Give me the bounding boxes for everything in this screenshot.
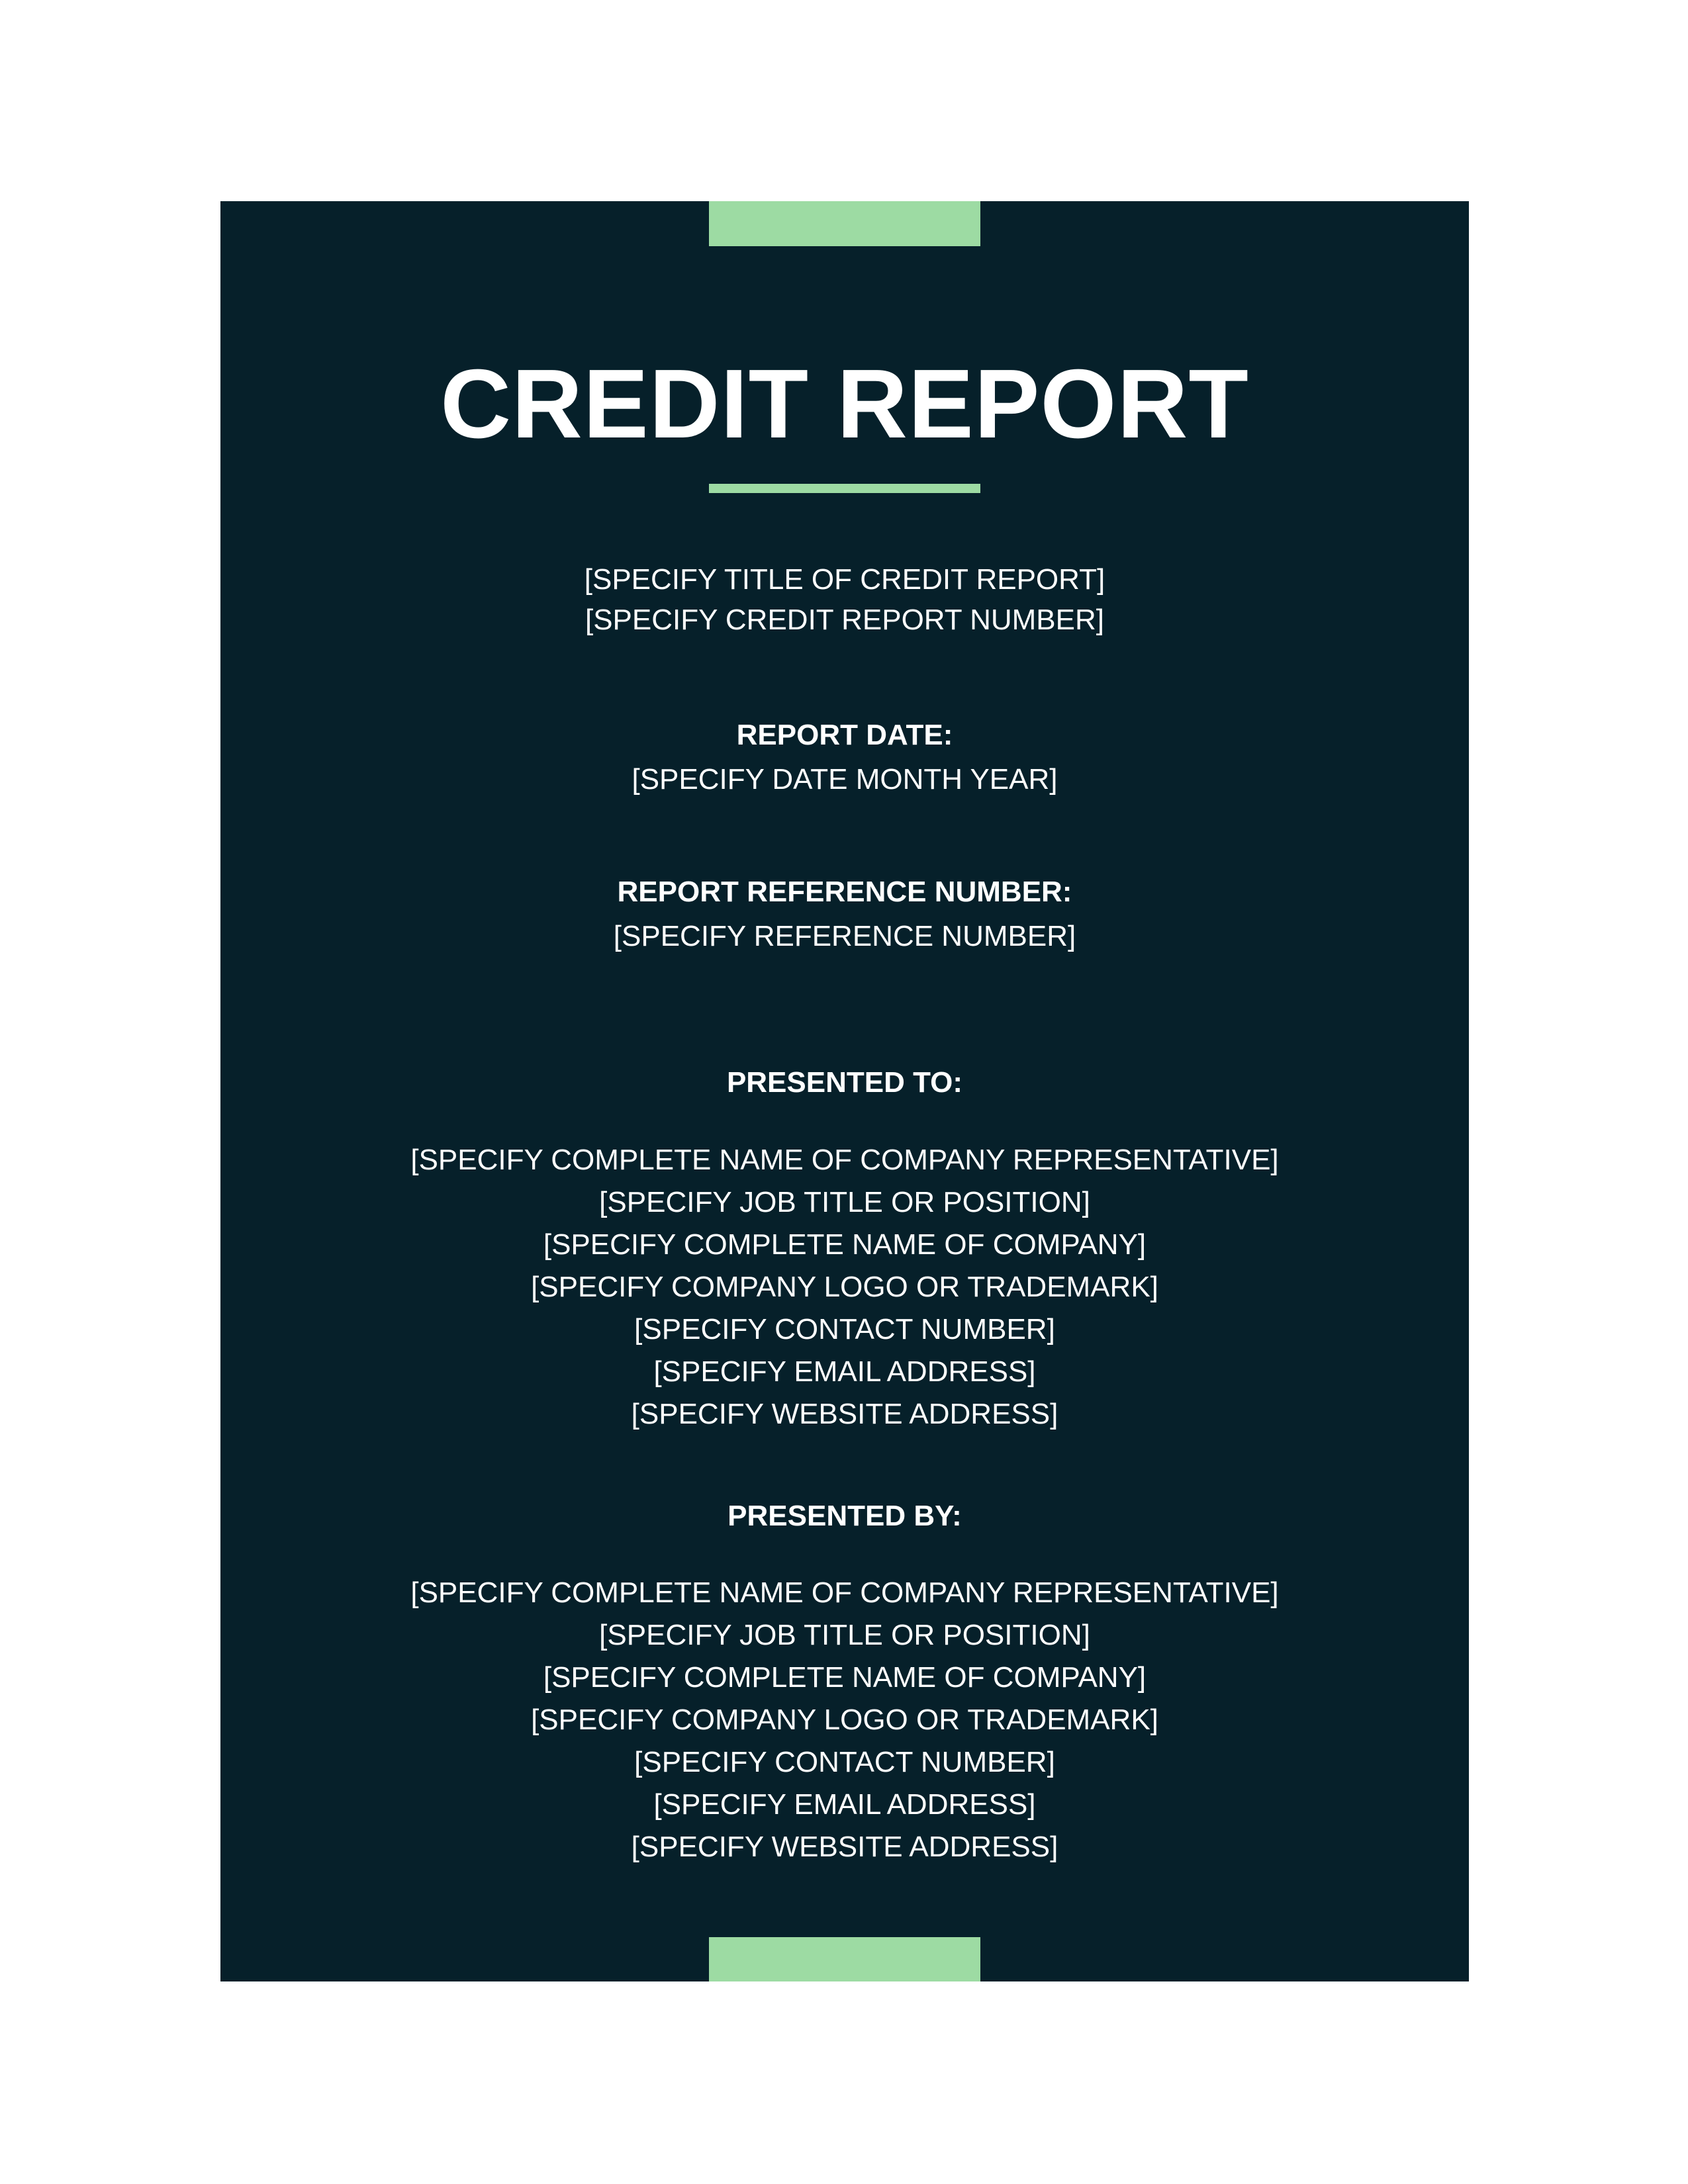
presented-to-line: [SPECIFY COMPANY LOGO OR TRADEMARK] bbox=[531, 1271, 1158, 1303]
document-title: CREDIT REPORT bbox=[440, 349, 1249, 459]
top-accent-bar bbox=[709, 201, 980, 246]
presented-by-label: PRESENTED BY: bbox=[727, 1500, 962, 1532]
report-date-label: REPORT DATE: bbox=[736, 719, 953, 751]
presented-by-line: [SPECIFY WEBSITE ADDRESS] bbox=[631, 1831, 1058, 1863]
title-underline bbox=[709, 484, 980, 493]
cover-panel bbox=[220, 201, 1469, 1981]
subtitle-line-1: [SPECIFY TITLE OF CREDIT REPORT] bbox=[584, 563, 1105, 596]
presented-by-line: [SPECIFY JOB TITLE OR POSITION] bbox=[599, 1619, 1090, 1651]
report-reference-value: [SPECIFY REFERENCE NUMBER] bbox=[613, 920, 1076, 952]
presented-to-line: [SPECIFY EMAIL ADDRESS] bbox=[653, 1355, 1036, 1388]
presented-by-line: [SPECIFY EMAIL ADDRESS] bbox=[653, 1788, 1036, 1821]
presented-by-line: [SPECIFY COMPLETE NAME OF COMPANY] bbox=[543, 1661, 1147, 1694]
presented-by-line: [SPECIFY COMPLETE NAME OF COMPANY REPRESENTATIVE] bbox=[410, 1576, 1279, 1609]
presented-by-line: [SPECIFY CONTACT NUMBER] bbox=[634, 1746, 1055, 1778]
presented-to-line: [SPECIFY COMPLETE NAME OF COMPANY] bbox=[543, 1228, 1147, 1261]
presented-to-label: PRESENTED TO: bbox=[726, 1066, 963, 1099]
report-date-value: [SPECIFY DATE MONTH YEAR] bbox=[632, 763, 1058, 796]
presented-to-line: [SPECIFY JOB TITLE OR POSITION] bbox=[599, 1186, 1090, 1218]
presented-by-line: [SPECIFY COMPANY LOGO OR TRADEMARK] bbox=[531, 1704, 1158, 1736]
presented-to-line: [SPECIFY CONTACT NUMBER] bbox=[634, 1313, 1055, 1345]
report-reference-label: REPORT REFERENCE NUMBER: bbox=[617, 876, 1072, 908]
presented-to-line: [SPECIFY COMPLETE NAME OF COMPANY REPRESENTATIVE] bbox=[410, 1144, 1279, 1176]
bottom-accent-bar bbox=[709, 1937, 980, 1981]
presented-to-line: [SPECIFY WEBSITE ADDRESS] bbox=[631, 1398, 1058, 1430]
subtitle-line-2: [SPECIFY CREDIT REPORT NUMBER] bbox=[585, 604, 1104, 636]
